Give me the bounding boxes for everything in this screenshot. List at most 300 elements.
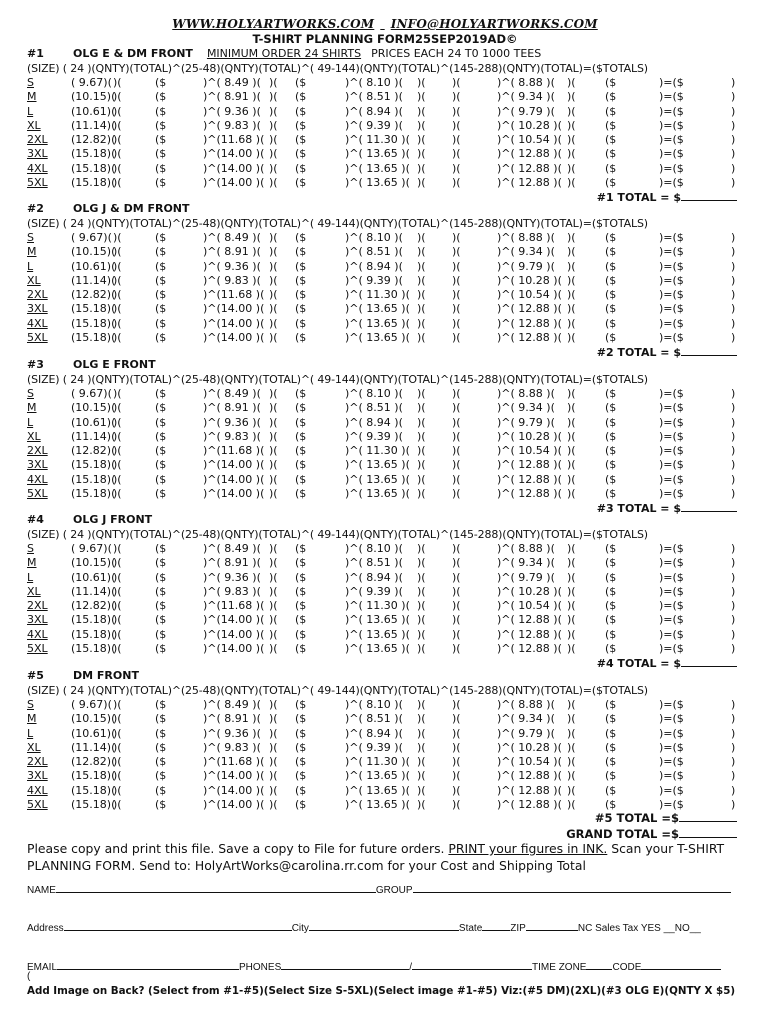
qty-cell[interactable]: )( <box>567 740 576 754</box>
qty-cell[interactable]: )( <box>113 740 122 754</box>
total-cell[interactable]: )( <box>452 76 461 89</box>
total-cell[interactable]: ($ <box>295 331 307 345</box>
close-paren[interactable]: ) <box>731 798 736 812</box>
qty-cell[interactable]: )( <box>113 726 122 740</box>
total-cell[interactable]: ($ <box>605 584 617 598</box>
total-cell[interactable]: ($ <box>295 231 307 244</box>
total-cell[interactable]: ($ <box>155 556 167 570</box>
qty-cell[interactable]: )( <box>113 387 122 400</box>
qty-cell[interactable]: )( <box>567 458 576 472</box>
row-total-cell[interactable]: )=($ <box>659 472 684 486</box>
total-cell[interactable]: ($ <box>155 783 167 797</box>
qty-cell[interactable]: )( <box>567 273 576 287</box>
qty-cell[interactable]: )( <box>567 783 576 797</box>
total-cell[interactable]: ($ <box>605 387 617 400</box>
qty-cell[interactable]: )( <box>269 245 278 259</box>
total-cell[interactable]: )( <box>452 712 461 726</box>
total-cell[interactable]: ($ <box>295 458 307 472</box>
qty-cell[interactable]: )( <box>567 415 576 429</box>
qty-cell[interactable]: )( <box>567 118 576 132</box>
total-cell[interactable]: ($ <box>295 712 307 726</box>
qty-cell[interactable]: )( <box>567 613 576 627</box>
row-total-cell[interactable]: )=($ <box>659 429 684 443</box>
qty-cell[interactable]: )( <box>269 627 278 641</box>
qty-cell[interactable]: )( <box>269 316 278 330</box>
total-cell[interactable]: ($ <box>605 472 617 486</box>
total-cell[interactable]: )( <box>452 627 461 641</box>
total-cell[interactable]: ($ <box>295 472 307 486</box>
name-field[interactable] <box>56 883 376 893</box>
qty-cell[interactable]: )( <box>269 259 278 273</box>
close-paren[interactable]: ) <box>731 316 736 330</box>
total-cell[interactable]: ($ <box>155 118 167 132</box>
total-cell[interactable]: ($ <box>155 302 167 316</box>
close-paren[interactable]: ) <box>731 487 736 501</box>
qty-cell[interactable]: )( <box>269 584 278 598</box>
qty-cell[interactable]: )( <box>113 401 122 415</box>
website-link[interactable]: WWW.HOLYARTWORKS.COM <box>172 17 375 31</box>
row-total-cell[interactable]: )=($ <box>659 712 684 726</box>
row-total-cell[interactable]: )=($ <box>659 613 684 627</box>
total-cell[interactable]: )( <box>452 118 461 132</box>
qty-cell[interactable]: )( <box>113 627 122 641</box>
qty-cell[interactable]: )( <box>417 273 426 287</box>
total-cell[interactable]: ($ <box>295 599 307 613</box>
qty-cell[interactable]: )( <box>417 161 426 175</box>
total-cell[interactable]: )( <box>452 556 461 570</box>
qty-cell[interactable]: )( <box>269 556 278 570</box>
qty-cell[interactable]: )( <box>269 542 278 555</box>
row-total-cell[interactable]: )=($ <box>659 542 684 555</box>
total-cell[interactable]: )( <box>452 458 461 472</box>
qty-cell[interactable]: )( <box>417 798 426 812</box>
qty-cell[interactable]: )( <box>567 259 576 273</box>
close-paren[interactable]: ) <box>731 542 736 555</box>
total-cell[interactable]: )( <box>452 90 461 104</box>
total-cell[interactable]: ($ <box>295 429 307 443</box>
qty-cell[interactable]: )( <box>417 570 426 584</box>
total-cell[interactable]: )( <box>452 429 461 443</box>
total-cell[interactable]: ($ <box>155 712 167 726</box>
total-cell[interactable]: ($ <box>155 245 167 259</box>
total-cell[interactable]: ($ <box>155 161 167 175</box>
total-cell[interactable]: )( <box>452 302 461 316</box>
qty-cell[interactable]: )( <box>567 231 576 244</box>
total-cell[interactable]: )( <box>452 415 461 429</box>
qty-cell[interactable]: )( <box>113 273 122 287</box>
total-cell[interactable]: ($ <box>605 288 617 302</box>
total-cell[interactable]: ($ <box>295 90 307 104</box>
total-cell[interactable]: )( <box>452 245 461 259</box>
total-cell[interactable]: ($ <box>605 458 617 472</box>
close-paren[interactable]: ) <box>731 556 736 570</box>
total-cell[interactable]: ($ <box>605 259 617 273</box>
qty-cell[interactable]: )( <box>417 118 426 132</box>
total-cell[interactable]: ($ <box>155 387 167 400</box>
row-total-cell[interactable]: )=($ <box>659 387 684 400</box>
row-total-cell[interactable]: )=($ <box>659 104 684 118</box>
qty-cell[interactable]: )( <box>113 118 122 132</box>
close-paren[interactable]: ) <box>731 740 736 754</box>
qty-cell[interactable]: )( <box>269 133 278 147</box>
row-total-cell[interactable]: )=($ <box>659 599 684 613</box>
total-cell[interactable]: ($ <box>155 273 167 287</box>
total-cell[interactable]: ($ <box>155 288 167 302</box>
size-row[interactable] <box>27 487 741 501</box>
size-row[interactable] <box>27 288 741 302</box>
qty-cell[interactable]: )( <box>567 599 576 613</box>
qty-cell[interactable]: )( <box>269 429 278 443</box>
total-cell[interactable]: ($ <box>605 429 617 443</box>
qty-cell[interactable]: )( <box>269 90 278 104</box>
qty-cell[interactable]: )( <box>417 401 426 415</box>
qty-cell[interactable]: )( <box>417 642 426 656</box>
qty-cell[interactable]: )( <box>269 726 278 740</box>
qty-cell[interactable]: )( <box>417 331 426 345</box>
total-cell[interactable]: ($ <box>295 726 307 740</box>
section-total-field[interactable] <box>681 656 737 667</box>
total-cell[interactable]: ($ <box>605 599 617 613</box>
total-cell[interactable]: ($ <box>605 104 617 118</box>
total-cell[interactable]: ($ <box>295 302 307 316</box>
total-cell[interactable]: ($ <box>155 176 167 190</box>
total-cell[interactable]: ($ <box>155 401 167 415</box>
qty-cell[interactable]: )( <box>269 76 278 89</box>
total-cell[interactable]: )( <box>452 231 461 244</box>
row-total-cell[interactable]: )=($ <box>659 259 684 273</box>
total-cell[interactable]: ($ <box>295 542 307 555</box>
total-cell[interactable]: )( <box>452 740 461 754</box>
total-cell[interactable]: )( <box>452 104 461 118</box>
qty-cell[interactable]: )( <box>567 698 576 711</box>
total-cell[interactable]: )( <box>452 161 461 175</box>
total-cell[interactable]: )( <box>452 387 461 400</box>
qty-cell[interactable]: )( <box>417 584 426 598</box>
qty-cell[interactable]: )( <box>567 161 576 175</box>
qty-cell[interactable]: )( <box>567 726 576 740</box>
total-cell[interactable]: ($ <box>605 161 617 175</box>
qty-cell[interactable]: )( <box>269 798 278 812</box>
qty-cell[interactable]: )( <box>269 642 278 656</box>
row-total-cell[interactable]: )=($ <box>659 118 684 132</box>
close-paren[interactable]: ) <box>731 570 736 584</box>
row-total-cell[interactable]: )=($ <box>659 231 684 244</box>
qty-cell[interactable]: )( <box>113 599 122 613</box>
close-paren[interactable]: ) <box>731 458 736 472</box>
size-row[interactable] <box>27 274 741 288</box>
qty-cell[interactable]: )( <box>417 769 426 783</box>
total-cell[interactable]: ($ <box>605 133 617 147</box>
qty-cell[interactable]: )( <box>269 273 278 287</box>
total-cell[interactable]: ($ <box>295 118 307 132</box>
total-cell[interactable]: ($ <box>295 147 307 161</box>
timezone-field[interactable] <box>586 960 612 970</box>
row-total-cell[interactable]: )=($ <box>659 288 684 302</box>
total-cell[interactable]: ($ <box>155 613 167 627</box>
total-cell[interactable]: ($ <box>155 584 167 598</box>
close-paren[interactable]: ) <box>731 259 736 273</box>
row-total-cell[interactable]: )=($ <box>659 147 684 161</box>
total-cell[interactable]: ($ <box>605 570 617 584</box>
total-cell[interactable]: ($ <box>155 487 167 501</box>
qty-cell[interactable]: )( <box>113 161 122 175</box>
row-total-cell[interactable]: )=($ <box>659 444 684 458</box>
qty-cell[interactable]: )( <box>113 570 122 584</box>
size-row[interactable] <box>27 90 741 104</box>
phone-field-1[interactable] <box>281 960 409 970</box>
qty-cell[interactable]: )( <box>113 755 122 769</box>
qty-cell[interactable]: )( <box>417 104 426 118</box>
total-cell[interactable]: ($ <box>155 147 167 161</box>
close-paren[interactable]: ) <box>731 331 736 345</box>
total-cell[interactable]: ($ <box>295 316 307 330</box>
qty-cell[interactable]: )( <box>567 444 576 458</box>
size-row[interactable] <box>27 302 741 316</box>
total-cell[interactable]: )( <box>452 316 461 330</box>
qty-cell[interactable]: )( <box>113 76 122 89</box>
section-total-field[interactable] <box>681 501 737 512</box>
size-row[interactable] <box>27 642 741 656</box>
row-total-cell[interactable]: )=($ <box>659 726 684 740</box>
total-cell[interactable]: )( <box>452 331 461 345</box>
total-cell[interactable]: )( <box>452 444 461 458</box>
row-total-cell[interactable]: )=($ <box>659 331 684 345</box>
total-cell[interactable]: )( <box>452 176 461 190</box>
phone-field-2[interactable] <box>412 960 532 970</box>
qty-cell[interactable]: )( <box>417 444 426 458</box>
qty-cell[interactable]: )( <box>269 570 278 584</box>
total-cell[interactable]: )( <box>452 698 461 711</box>
total-cell[interactable]: ($ <box>295 245 307 259</box>
qty-cell[interactable]: )( <box>567 642 576 656</box>
total-cell[interactable]: ($ <box>605 627 617 641</box>
qty-cell[interactable]: )( <box>269 444 278 458</box>
qty-cell[interactable]: )( <box>417 415 426 429</box>
qty-cell[interactable]: )( <box>567 769 576 783</box>
total-cell[interactable]: )( <box>452 584 461 598</box>
qty-cell[interactable]: )( <box>417 613 426 627</box>
qty-cell[interactable]: )( <box>269 147 278 161</box>
row-total-cell[interactable]: )=($ <box>659 740 684 754</box>
close-paren[interactable]: ) <box>731 444 736 458</box>
total-cell[interactable]: )( <box>452 542 461 555</box>
total-cell[interactable]: ($ <box>155 331 167 345</box>
total-cell[interactable]: ($ <box>295 76 307 89</box>
size-row[interactable] <box>27 133 741 147</box>
size-row[interactable] <box>27 147 741 161</box>
size-row[interactable] <box>27 162 741 176</box>
address-field[interactable] <box>64 921 292 931</box>
total-cell[interactable]: ($ <box>295 387 307 400</box>
qty-cell[interactable]: )( <box>269 302 278 316</box>
email-link[interactable]: INFO@HOLYARTWORKS.COM <box>390 17 598 31</box>
close-paren[interactable]: ) <box>731 133 736 147</box>
total-cell[interactable]: ($ <box>605 542 617 555</box>
total-cell[interactable]: ($ <box>155 627 167 641</box>
row-total-cell[interactable]: )=($ <box>659 245 684 259</box>
state-field[interactable] <box>482 921 510 931</box>
qty-cell[interactable]: )( <box>113 176 122 190</box>
size-row[interactable] <box>27 599 741 613</box>
sales-tax-choice[interactable]: NC Sales Tax YES __NO__ <box>577 923 701 934</box>
total-cell[interactable]: ($ <box>295 613 307 627</box>
qty-cell[interactable]: )( <box>417 245 426 259</box>
total-cell[interactable]: ($ <box>155 444 167 458</box>
total-cell[interactable]: ($ <box>155 133 167 147</box>
qty-cell[interactable]: )( <box>269 458 278 472</box>
row-total-cell[interactable]: )=($ <box>659 755 684 769</box>
qty-cell[interactable]: )( <box>417 783 426 797</box>
total-cell[interactable]: ($ <box>295 698 307 711</box>
qty-cell[interactable]: )( <box>567 472 576 486</box>
total-cell[interactable]: )( <box>452 783 461 797</box>
qty-cell[interactable]: )( <box>417 259 426 273</box>
qty-cell[interactable]: )( <box>113 259 122 273</box>
size-row[interactable] <box>27 628 741 642</box>
row-total-cell[interactable]: )=($ <box>659 76 684 89</box>
qty-cell[interactable]: )( <box>567 176 576 190</box>
close-paren[interactable]: ) <box>731 76 736 89</box>
qty-cell[interactable]: )( <box>113 798 122 812</box>
total-cell[interactable]: ($ <box>155 259 167 273</box>
total-cell[interactable]: ($ <box>155 570 167 584</box>
size-row[interactable] <box>27 473 741 487</box>
size-row[interactable] <box>27 727 741 741</box>
total-cell[interactable]: ($ <box>155 769 167 783</box>
qty-cell[interactable]: )( <box>567 542 576 555</box>
total-cell[interactable]: ($ <box>155 231 167 244</box>
qty-cell[interactable]: )( <box>269 231 278 244</box>
total-cell[interactable]: ($ <box>295 273 307 287</box>
qty-cell[interactable]: )( <box>269 387 278 400</box>
section-total-field[interactable] <box>681 190 737 201</box>
total-cell[interactable]: ($ <box>605 444 617 458</box>
qty-cell[interactable]: )( <box>417 316 426 330</box>
close-paren[interactable]: ) <box>731 104 736 118</box>
total-cell[interactable]: ($ <box>155 415 167 429</box>
total-cell[interactable]: )( <box>452 570 461 584</box>
qty-cell[interactable]: )( <box>113 642 122 656</box>
total-cell[interactable]: ($ <box>605 487 617 501</box>
total-cell[interactable]: )( <box>452 798 461 812</box>
total-cell[interactable]: ($ <box>605 613 617 627</box>
qty-cell[interactable]: )( <box>269 288 278 302</box>
size-row[interactable] <box>27 755 741 769</box>
total-cell[interactable]: ($ <box>295 401 307 415</box>
row-total-cell[interactable]: )=($ <box>659 273 684 287</box>
total-cell[interactable]: )( <box>452 472 461 486</box>
row-total-cell[interactable]: )=($ <box>659 556 684 570</box>
qty-cell[interactable]: )( <box>113 331 122 345</box>
qty-cell[interactable]: )( <box>113 487 122 501</box>
size-row[interactable] <box>27 712 741 726</box>
qty-cell[interactable]: )( <box>567 90 576 104</box>
qty-cell[interactable]: )( <box>567 401 576 415</box>
total-cell[interactable]: ($ <box>605 712 617 726</box>
qty-cell[interactable]: )( <box>567 429 576 443</box>
total-cell[interactable]: ($ <box>605 642 617 656</box>
qty-cell[interactable]: )( <box>269 613 278 627</box>
size-row[interactable] <box>27 416 741 430</box>
total-cell[interactable]: ($ <box>295 570 307 584</box>
total-cell[interactable]: )( <box>452 288 461 302</box>
qty-cell[interactable]: )( <box>567 288 576 302</box>
qty-cell[interactable]: )( <box>417 147 426 161</box>
total-cell[interactable]: ($ <box>295 755 307 769</box>
qty-cell[interactable]: )( <box>567 133 576 147</box>
close-paren[interactable]: ) <box>731 726 736 740</box>
qty-cell[interactable]: )( <box>269 599 278 613</box>
qty-cell[interactable]: )( <box>417 542 426 555</box>
total-cell[interactable]: ($ <box>605 302 617 316</box>
qty-cell[interactable]: )( <box>269 755 278 769</box>
close-paren[interactable]: ) <box>731 599 736 613</box>
close-paren[interactable]: ) <box>731 387 736 400</box>
size-row[interactable] <box>27 260 741 274</box>
total-cell[interactable]: ($ <box>155 542 167 555</box>
close-paren[interactable]: ) <box>731 429 736 443</box>
size-row[interactable] <box>27 444 741 458</box>
row-total-cell[interactable]: )=($ <box>659 642 684 656</box>
total-cell[interactable]: ($ <box>605 726 617 740</box>
total-cell[interactable]: ($ <box>155 755 167 769</box>
total-cell[interactable]: ($ <box>155 599 167 613</box>
qty-cell[interactable]: )( <box>113 104 122 118</box>
city-field[interactable] <box>309 921 459 931</box>
qty-cell[interactable]: )( <box>567 570 576 584</box>
close-paren[interactable]: ) <box>731 273 736 287</box>
qty-cell[interactable]: )( <box>113 556 122 570</box>
qty-cell[interactable]: )( <box>417 726 426 740</box>
size-row[interactable] <box>27 741 741 755</box>
total-cell[interactable]: ($ <box>295 642 307 656</box>
size-row[interactable] <box>27 176 741 190</box>
close-paren[interactable]: ) <box>731 755 736 769</box>
qty-cell[interactable]: )( <box>269 740 278 754</box>
qty-cell[interactable]: )( <box>417 487 426 501</box>
total-cell[interactable]: ($ <box>295 133 307 147</box>
qty-cell[interactable]: )( <box>113 245 122 259</box>
total-cell[interactable]: )( <box>452 755 461 769</box>
total-cell[interactable]: ($ <box>605 415 617 429</box>
qty-cell[interactable]: )( <box>269 331 278 345</box>
close-paren[interactable]: ) <box>731 783 736 797</box>
qty-cell[interactable]: )( <box>417 288 426 302</box>
total-cell[interactable]: ($ <box>155 429 167 443</box>
qty-cell[interactable]: )( <box>113 783 122 797</box>
total-cell[interactable]: ($ <box>295 259 307 273</box>
total-cell[interactable]: )( <box>452 259 461 273</box>
qty-cell[interactable]: )( <box>269 161 278 175</box>
size-row[interactable] <box>27 542 741 556</box>
qty-cell[interactable]: )( <box>567 798 576 812</box>
total-cell[interactable]: ($ <box>295 444 307 458</box>
total-cell[interactable]: ($ <box>295 584 307 598</box>
qty-cell[interactable]: )( <box>567 316 576 330</box>
group-field[interactable] <box>413 883 731 893</box>
total-cell[interactable]: ($ <box>605 740 617 754</box>
row-total-cell[interactable]: )=($ <box>659 487 684 501</box>
close-paren[interactable]: ) <box>731 118 736 132</box>
qty-cell[interactable]: )( <box>269 401 278 415</box>
total-cell[interactable]: ($ <box>155 458 167 472</box>
qty-cell[interactable]: )( <box>417 90 426 104</box>
total-cell[interactable]: )( <box>452 401 461 415</box>
close-paren[interactable]: ) <box>731 90 736 104</box>
qty-cell[interactable]: )( <box>113 458 122 472</box>
total-cell[interactable]: ($ <box>295 415 307 429</box>
qty-cell[interactable]: )( <box>113 288 122 302</box>
